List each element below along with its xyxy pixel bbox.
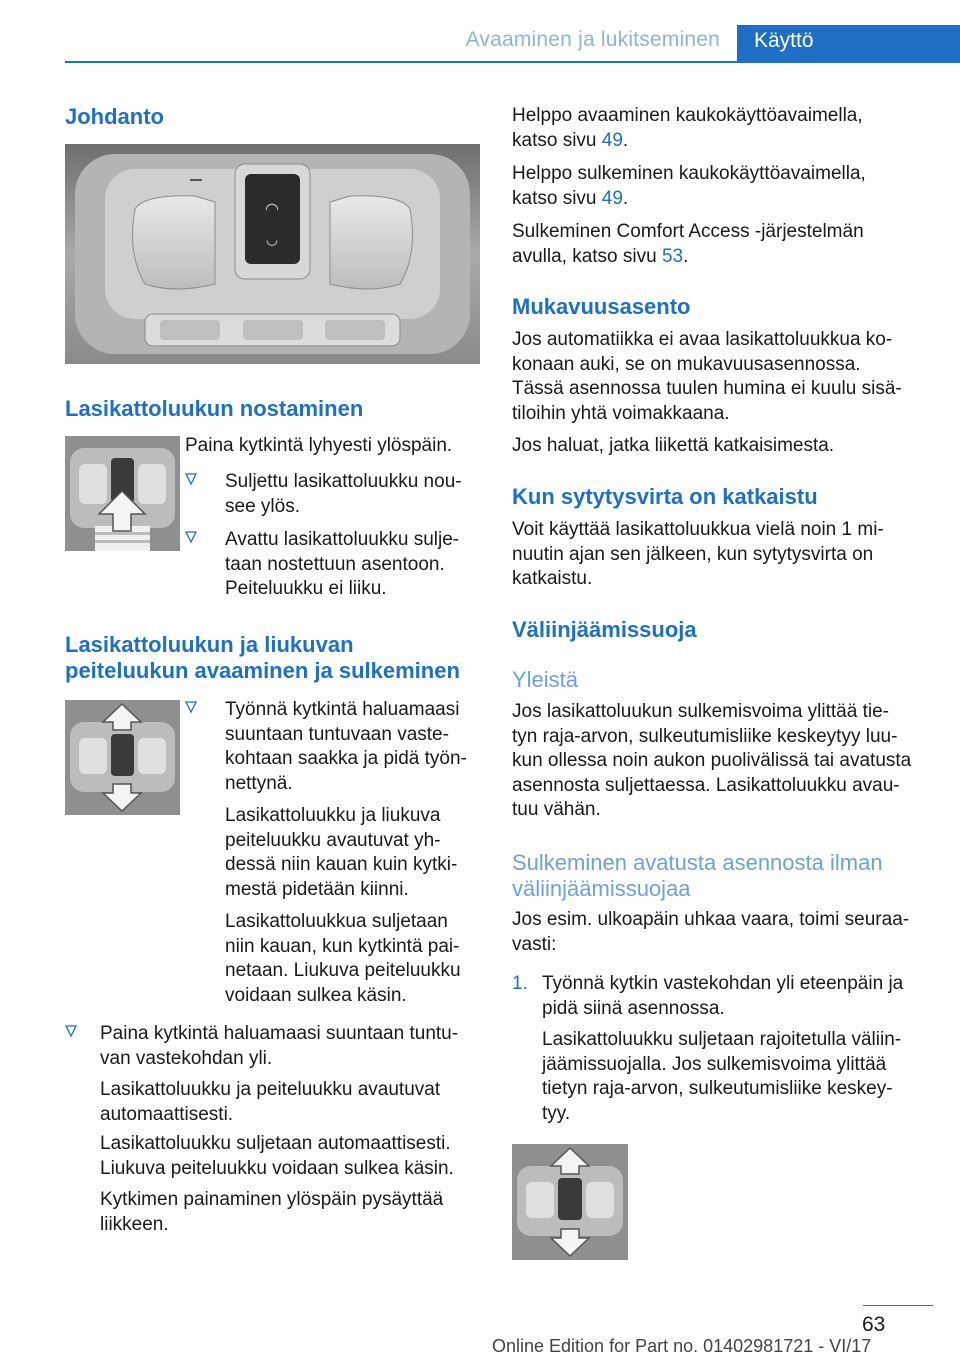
text-line: vasti: xyxy=(512,933,557,955)
comfort-position-hint: Jos haluat, jatka liikettä katkaisimesta. xyxy=(512,435,835,456)
text-line: tuu vähän. xyxy=(512,799,601,820)
header-chapter-tab: Käyttö xyxy=(737,25,960,61)
bullet-line: Suljettu lasikattoluukku nou- xyxy=(225,471,462,492)
page-number: 63 xyxy=(862,1313,886,1336)
text-line: tietyn raja-arvon, sulkeutumisliike keskey- xyxy=(542,1078,893,1099)
bullet-line: Liukuva peiteluukku voidaan sulkea käsin. xyxy=(100,1157,454,1179)
bullet-line: Lasikattoluukku ja liukuva xyxy=(225,805,441,826)
heading-comfort-position: Mukavuusasento xyxy=(512,294,691,319)
switch-push-forward-illustration xyxy=(512,1144,628,1260)
bullet-line: liikkeen. xyxy=(100,1213,169,1235)
bullet-triangle-icon xyxy=(185,530,197,544)
bullet-line: Lasikattoluukku ja peiteluukku avautuvat xyxy=(100,1079,441,1100)
text-line: tyn raja-arvon, sulkeutumisliike keskeytyy luu- xyxy=(512,725,898,747)
text-line: tyy. xyxy=(542,1102,571,1124)
bullet-line: automaattisesti. xyxy=(100,1103,234,1125)
text-line: jäämissuojalla. Jos sulkemisvoima ylittää xyxy=(542,1053,887,1075)
danger-text xyxy=(512,908,909,957)
text-line: Jos lasikattoluukun sulkemisvoima ylittää tie- xyxy=(512,701,889,722)
bullet-line: Paina kytkintä haluamaasi suuntaan tuntu- xyxy=(100,1023,459,1044)
bullet-line: Kytkimen painaminen ylöspäin pysäyttää xyxy=(100,1189,444,1210)
footer-rule xyxy=(863,1305,933,1306)
text-line: Sulkeminen Comfort Access -järjestelmän xyxy=(512,221,864,242)
text-line: konaan auki, se on mukavuusasennossa. xyxy=(512,353,861,375)
heading-line: peiteluukun avaaminen ja sulkeminen xyxy=(65,658,460,683)
heading-open-close xyxy=(65,632,460,684)
text-line: katso sivu xyxy=(512,129,597,151)
bullet-line: Lasikattoluukku suljetaan automaattisesti. xyxy=(100,1133,451,1154)
bullet-line: van vastekohdan yli. xyxy=(100,1047,273,1069)
switch-press-up-illustration xyxy=(65,436,180,551)
svg-text:◠: ◠ xyxy=(265,199,279,218)
text-line: Työnnä kytkin vastekohdan yli eteenpäin ja xyxy=(542,973,904,994)
comfort-position-text xyxy=(512,328,902,426)
bullet-line: Peiteluukku ei liiku. xyxy=(225,578,387,599)
easy-open-paragraph: Helppo avaaminen kaukokäyttöavaimella, katso sivu 49. xyxy=(512,105,863,151)
subheading-close-without-pinch-protection xyxy=(512,850,883,902)
heading-ignition-off: Kun sytytysvirta on katkaistu xyxy=(512,484,818,509)
text-line: pidä siinä asennossa. xyxy=(542,997,725,1019)
text-line: nuutin ajan sen jälkeen, kun sytytysvirta on xyxy=(512,543,874,565)
svg-text:◡: ◡ xyxy=(265,232,279,248)
bullet-line: Lasikattoluukkua suljetaan xyxy=(225,911,448,932)
bullet-line: voidaan sulkea käsin. xyxy=(225,984,407,1006)
bullet-line: nettynä. xyxy=(225,772,293,794)
heading-introduction: Johdanto xyxy=(65,104,164,129)
bullet-line: Avattu lasikattoluukku sulje- xyxy=(225,529,460,550)
text-line: katso sivu xyxy=(512,187,597,209)
text-line: Helppo sulkeminen kaukokäyttöavaimella, xyxy=(512,163,866,184)
easy-close-paragraph: Helppo sulkeminen kaukokäyttöavaimella, katso sivu 49. xyxy=(512,163,866,209)
bullet-triangle-icon xyxy=(185,700,197,714)
page-link-comfort-access[interactable]: 53 xyxy=(661,245,684,267)
bullet-line: dessä niin kauan kuin kytki- xyxy=(225,854,458,875)
general-text xyxy=(512,700,911,823)
text-line: Jos esim. ulkoapäin uhkaa vaara, toimi seuraa- xyxy=(512,909,910,930)
bullet-line: taan nostettuun asentoon. xyxy=(225,553,445,575)
header-section-title: Avaaminen ja lukitseminen xyxy=(465,28,720,51)
bullet-line: Työnnä kytkintä haluamaasi xyxy=(225,699,460,720)
text-line: kun ollessa noin aukon puolivälissä tai avatusta xyxy=(512,750,912,771)
bullet-line: see ylös. xyxy=(225,495,300,517)
page-header xyxy=(0,0,960,64)
roof-control-panel-photo xyxy=(65,144,480,364)
text-line: asennosta suljettaessa. Lasikattoluukku avau- xyxy=(512,774,900,796)
heading-line: Sulkeminen avatusta asennosta ilman xyxy=(512,850,883,875)
comfort-access-paragraph: Sulkeminen Comfort Access -järjestelmän avulla, katso sivu 53. xyxy=(512,221,864,267)
heading-pinch-protection: Väliinjäämissuoja xyxy=(512,617,697,642)
text-line: Jos automatiikka ei avaa lasikattoluukkua ko- xyxy=(512,329,893,350)
ignition-off-text xyxy=(512,518,884,592)
text-line: Tässä asennossa tuulen humina ei kuulu sisä- xyxy=(512,378,902,399)
text-line: Voit käyttää lasikattoluukkua vielä noin 1 mi- xyxy=(512,519,884,540)
subheading-general: Yleistä xyxy=(512,667,579,692)
bullet-line: netaan. Liukuva peiteluukku xyxy=(225,960,461,981)
page-link-easy-close[interactable]: 49 xyxy=(601,187,623,209)
heading-raise-sunroof: Lasikattoluukun nostaminen xyxy=(65,396,364,421)
text-line: katkaistu. xyxy=(512,568,593,589)
bullet-triangle-icon xyxy=(185,472,197,486)
text-line: avulla, katso sivu xyxy=(512,245,657,267)
bullet-line: peiteluukku avautuvat yh- xyxy=(225,829,441,851)
header-rule xyxy=(65,61,960,63)
text-line: tiloihin yhtä voimakkaana. xyxy=(512,402,730,424)
footer-edition: Online Edition for Part no. 01402981721 - VI/17 xyxy=(492,1336,872,1356)
switch-slide-illustration xyxy=(65,700,180,815)
page-link-easy-open[interactable]: 49 xyxy=(601,129,623,151)
bullet-line: suuntaan tuntuvaan vaste- xyxy=(225,723,449,745)
heading-line: väliinjäämissuojaa xyxy=(512,876,691,901)
text-line: Helppo avaaminen kaukokäyttöavaimella, xyxy=(512,105,863,126)
bullet-line: mestä pidetään kiinni. xyxy=(225,878,409,900)
bullet-line: niin kauan, kun kytkintä pai- xyxy=(225,935,460,957)
bullet-line: kohtaan saakka ja pidä työn- xyxy=(225,748,467,769)
text-line: Lasikattoluukku suljetaan rajoitetulla väliin- xyxy=(542,1029,902,1050)
bullet-triangle-icon xyxy=(65,1024,77,1038)
raise-instruction: Paina kytkintä lyhyesti ylöspäin. xyxy=(185,435,453,456)
heading-line: Lasikattoluukun ja liukuvan xyxy=(65,632,354,657)
step-number: 1. xyxy=(512,973,528,994)
